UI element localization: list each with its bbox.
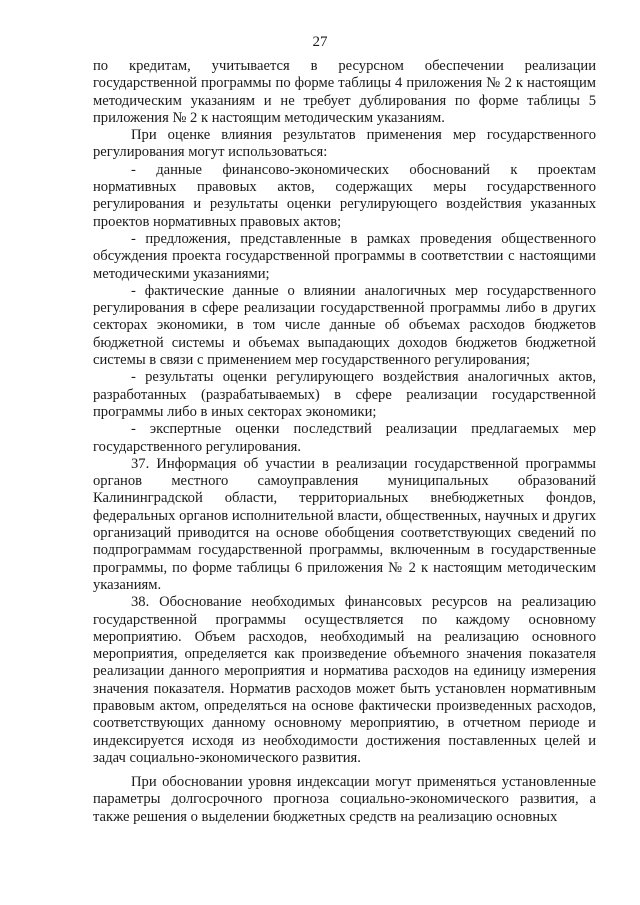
list-item-expert-estimates: - экспертные оценки последствий реализации предлагаемых мер государственного регулирования.	[93, 421, 596, 455]
list-item-actual-data: - фактические данные о влиянии аналогичных мер государственного регулирования в сфере реализации государственной программы либо в других секторах экономики, в том числе данные об объемах расходов бюджетов бюджетной системы и объемах выпадающих доходов бюджетов бюджетной системы в связи с применением мер государственного регулирования;	[93, 282, 596, 369]
list-item-financial-data: - данные финансово-экономических обоснований к проектам нормативных правовых актов, содержащих меры государственного регулирования и результаты оценки регулирующего воздействия указанных проектов нормативных правовых актов;	[93, 161, 596, 230]
page-number: 27	[312, 34, 328, 50]
list-item-public-proposals: - предложения, представленные в рамках проведения общественного обсуждения проекта государственной программы в соответствии с настоящими методическими указаниями;	[93, 230, 596, 282]
paragraph-item-37: 37. Информация об участии в реализации государственной программы органов местного самоуправления муниципальных образований Калининградской области, территориальных внебюджетных фондов, федеральных органов исполнительной власти, общественных, научных и других организаций приводится на основе обобщения соответствующих сведений по подпрограммам государственной программы, включенным в государственные программы, по форме таблицы 6 приложения № 2 к настоящим методическим указаниям.	[93, 455, 596, 593]
paragraph-regulation-assessment-intro: При оценке влияния результатов применения мер государственного регулирования могут использоваться:	[93, 127, 596, 161]
paragraph-indexation: При обосновании уровня индексации могут применяться установленные параметры долгосрочного прогноза социально-экономического развития, а также решения о выделении бюджетных средств на реализацию основных	[93, 774, 596, 825]
paragraph-continuation: по кредитам, учитывается в ресурсном обеспечении реализации государственной программы по форме таблицы 4 приложения № 2 к настоящим методическим указаниям и не требует дублирования по форме таблицы 5 приложения № 2 к настоящим методическим указаниям.	[93, 58, 596, 126]
paragraph-item-38: 38. Обоснование необходимых финансовых ресурсов на реализацию государственной программы осуществляется по каждому основному мероприятию. Объем расходов, необходимый на реализацию основного мероприятия, определяется как произведение объемного значения показателя реализации данного мероприятия и норматива расходов на единицу измерения значения показателя. Норматив расходов может быть установлен нормативным правовым актом, определяться на основе фактически произведенных расходов, соответствующих данному основному мероприятию, в отчетном периоде и индексируется исходя из необходимости достижения поставленных целей и задач социально-экономического развития.	[93, 594, 596, 766]
list-item-impact-results: - результаты оценки регулирующего воздействия аналогичных актов, разработанных (разрабатываемых) в сфере реализации государственной программы либо в иных секторах экономики;	[93, 369, 596, 420]
document-body	[93, 58, 596, 826]
